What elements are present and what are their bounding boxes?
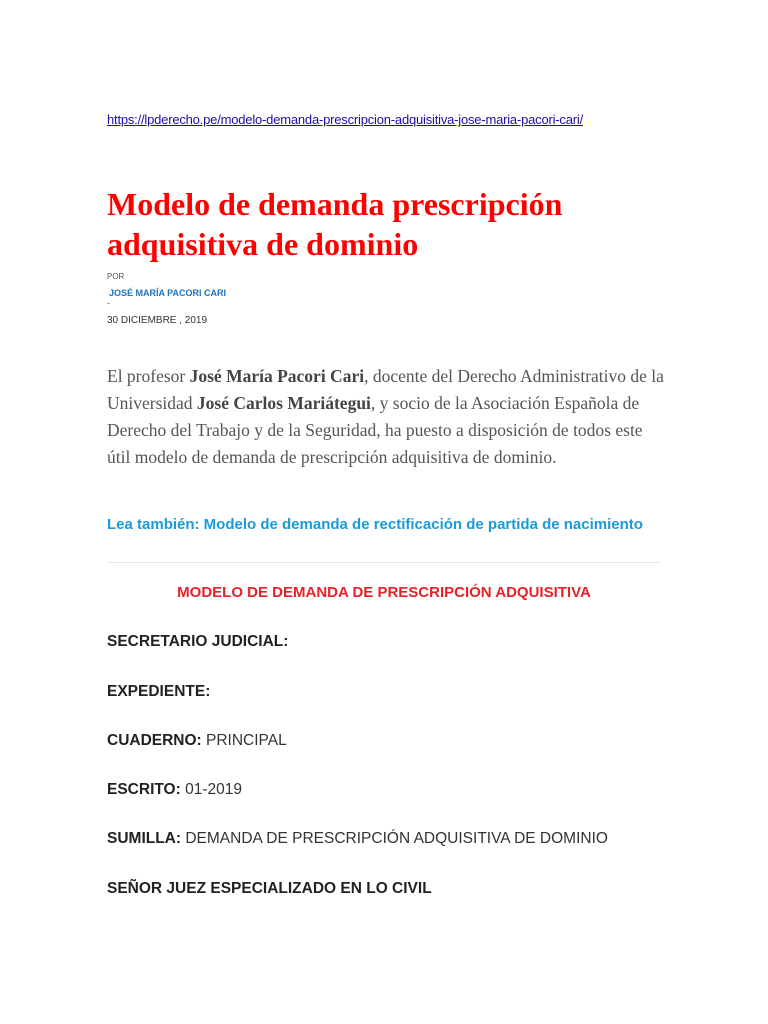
field-value: 01-2019 <box>180 781 242 798</box>
field-label: EXPEDIENTE: <box>107 683 211 700</box>
publish-date: 30 DICIEMBRE , 2019 <box>107 315 208 326</box>
meta-separator: - <box>107 298 110 308</box>
field-value: DEMANDA DE PRESCRIPCIÓN ADQUISITIVA DE DOMINIO <box>181 830 608 847</box>
intro-paragraph <box>107 363 667 471</box>
field-value: PRINCIPAL <box>201 732 287 749</box>
field-senor-juez <box>107 880 432 898</box>
field-expediente <box>107 683 210 701</box>
field-sumilla <box>107 830 608 848</box>
field-label: ESCRITO: <box>107 781 181 798</box>
section-divider <box>107 562 661 563</box>
intro-text-3: , y socio de la Asociación Española de Derecho del Trabajo y de la Seguridad, ha puesto a disposición de todos este útil modelo de demanda de prescripción adquisitiva de dominio. <box>107 393 643 467</box>
author-link[interactable]: JOSÉ MARÍA PACORI CARI <box>109 288 227 298</box>
field-escrito <box>107 781 242 799</box>
source-url-link[interactable]: https://lpderecho.pe/modelo-demanda-prescripcion-adquisitiva-jose-maria-pacori-cari/ <box>107 112 583 127</box>
by-label: POR <box>107 272 125 281</box>
article-title: Modelo de demanda prescripción adquisitiva de dominio <box>107 186 563 262</box>
intro-name-university: José Carlos Mariátegui <box>196 393 371 413</box>
field-label: SEÑOR JUEZ ESPECIALIZADO EN LO CIVIL <box>107 880 432 897</box>
field-label: CUADERNO: <box>107 732 202 749</box>
intro-name-professor: José María Pacori Cari <box>189 366 365 386</box>
document-heading: MODELO DE DEMANDA DE PRESCRIPCIÓN ADQUISITIVA <box>177 584 591 601</box>
intro-text-2: , docente del Derecho Administrativo de la Universidad <box>107 366 664 413</box>
related-article-link[interactable]: Lea también: Modelo de demanda de rectificación de partida de nacimiento <box>107 516 643 533</box>
intro-text-1: El profesor <box>107 366 190 386</box>
field-secretario <box>107 633 288 651</box>
field-label: SECRETARIO JUDICIAL: <box>107 633 289 650</box>
field-cuaderno <box>107 732 287 750</box>
field-label: SUMILLA: <box>107 830 182 847</box>
